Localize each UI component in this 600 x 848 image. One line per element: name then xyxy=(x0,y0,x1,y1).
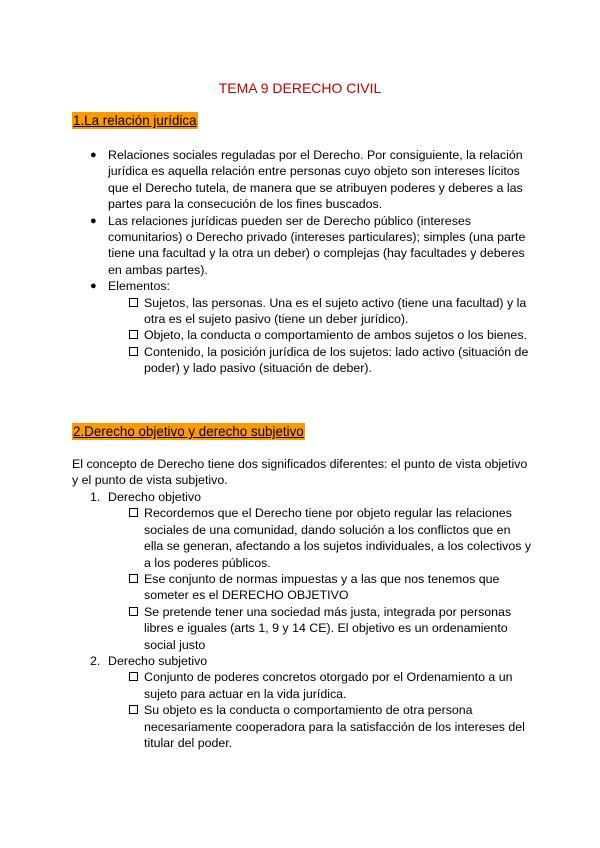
section-heading-derecho-objetivo-subjetivo: 2.Derecho objetivo y derecho subjetivo xyxy=(73,424,304,439)
list-number: 1. xyxy=(90,490,101,504)
list-item xyxy=(72,147,532,213)
bullet-text: Relaciones sociales reguladas por el Derecho. Por consiguiente, la relación jurídica es aquella relación entre personas cuyo objeto son intereses lícitos que el Derecho tutela, de manera que se atribuyen poderes y deberes a las partes para la consecución de los fines buscados. xyxy=(108,148,523,212)
list-item xyxy=(72,669,532,702)
list-item xyxy=(72,278,532,376)
subitem-text: Contenido, la posición jurídica de los sujetos: lado activo (situación de poder) y lado pasivo (situación de deber). xyxy=(144,344,529,376)
derecho-numbered-list xyxy=(72,489,532,752)
list-item xyxy=(72,505,532,571)
section-intro: El concepto de Derecho tiene dos significados diferentes: el punto de vista objetivo y el punto de vista subjetivo. xyxy=(72,457,528,488)
list-item xyxy=(72,653,532,751)
list-item xyxy=(72,295,532,328)
relacion-juridica-bullets xyxy=(72,147,532,377)
list-item xyxy=(72,604,532,653)
list-item-label: Derecho objetivo xyxy=(108,490,201,504)
checkbox-square-icon xyxy=(129,508,138,517)
derecho-objetivo-sublist xyxy=(108,505,532,653)
checkbox-square-icon xyxy=(129,298,138,307)
checkbox-square-icon xyxy=(129,330,138,339)
subitem-text: Su objeto es la conducta o comportamiento de otra persona necesariamente cooperadora para la satisfacción de los intereses del titular del poder. xyxy=(144,703,525,751)
list-item xyxy=(72,344,532,377)
checkbox-square-icon xyxy=(129,705,138,714)
bullet-icon: ● xyxy=(90,280,97,293)
bullet-text: Las relaciones jurídicas pueden ser de Derecho público (intereses comunitarios) o Derecho privado (intereses particulares); simples (una parte tiene una facultad y la otra un deber) o complejas (hay facultades y deberes en ambas partes). xyxy=(108,213,526,277)
section-heading-relacion-juridica: 1.La relación jurídica xyxy=(73,113,197,128)
list-item-label: Derecho subjetivo xyxy=(108,654,208,669)
list-item xyxy=(72,571,532,604)
bullet-text: Elementos: xyxy=(108,279,170,294)
list-item xyxy=(72,702,532,751)
checkbox-square-icon xyxy=(129,672,138,681)
list-number: 2. xyxy=(90,654,101,669)
list-item xyxy=(72,213,532,279)
bullet-icon: ● xyxy=(90,149,97,161)
list-item xyxy=(72,489,532,653)
checkbox-square-icon xyxy=(129,607,138,616)
subitem-text: Se pretende tener una sociedad más justa, integrada por personas libres e iguales (arts 1, 9 y 14 CE). El objetivo es un ordenamiento social justo xyxy=(144,604,512,652)
derecho-subjetivo-sublist xyxy=(108,669,532,751)
bullet-icon: ● xyxy=(90,214,97,227)
checkbox-square-icon xyxy=(129,347,138,356)
subitem-text: Objeto, la conducta o comportamiento de ambos sujetos o los bienes. xyxy=(144,328,527,343)
checkbox-square-icon xyxy=(129,574,138,583)
elementos-sublist xyxy=(108,295,532,377)
list-item xyxy=(72,327,532,343)
document-title: TEMA 9 DERECHO CIVIL xyxy=(218,80,382,96)
subitem-text: Recordemos que el Derecho tiene por objeto regular las relaciones sociales de una comunidad, dando solución a los conflictos que en ella se generan, afectando a los sujetos individuales, a los colectivos y a los poderes públicos. xyxy=(144,506,532,570)
subitem-text: Conjunto de poderes concretos otorgado por el Ordenamiento a un sujeto para actuar en la vida jurídica. xyxy=(144,670,513,701)
subitem-text: Ese conjunto de normas impuestas y a las que nos tenemos que someter es el DERECHO OBJETIVO xyxy=(144,572,500,603)
subitem-text: Sujetos, las personas. Una es el sujeto activo (tiene una facultad) y la otra es el sujeto pasivo (tiene un deber jurídico). xyxy=(144,295,527,327)
